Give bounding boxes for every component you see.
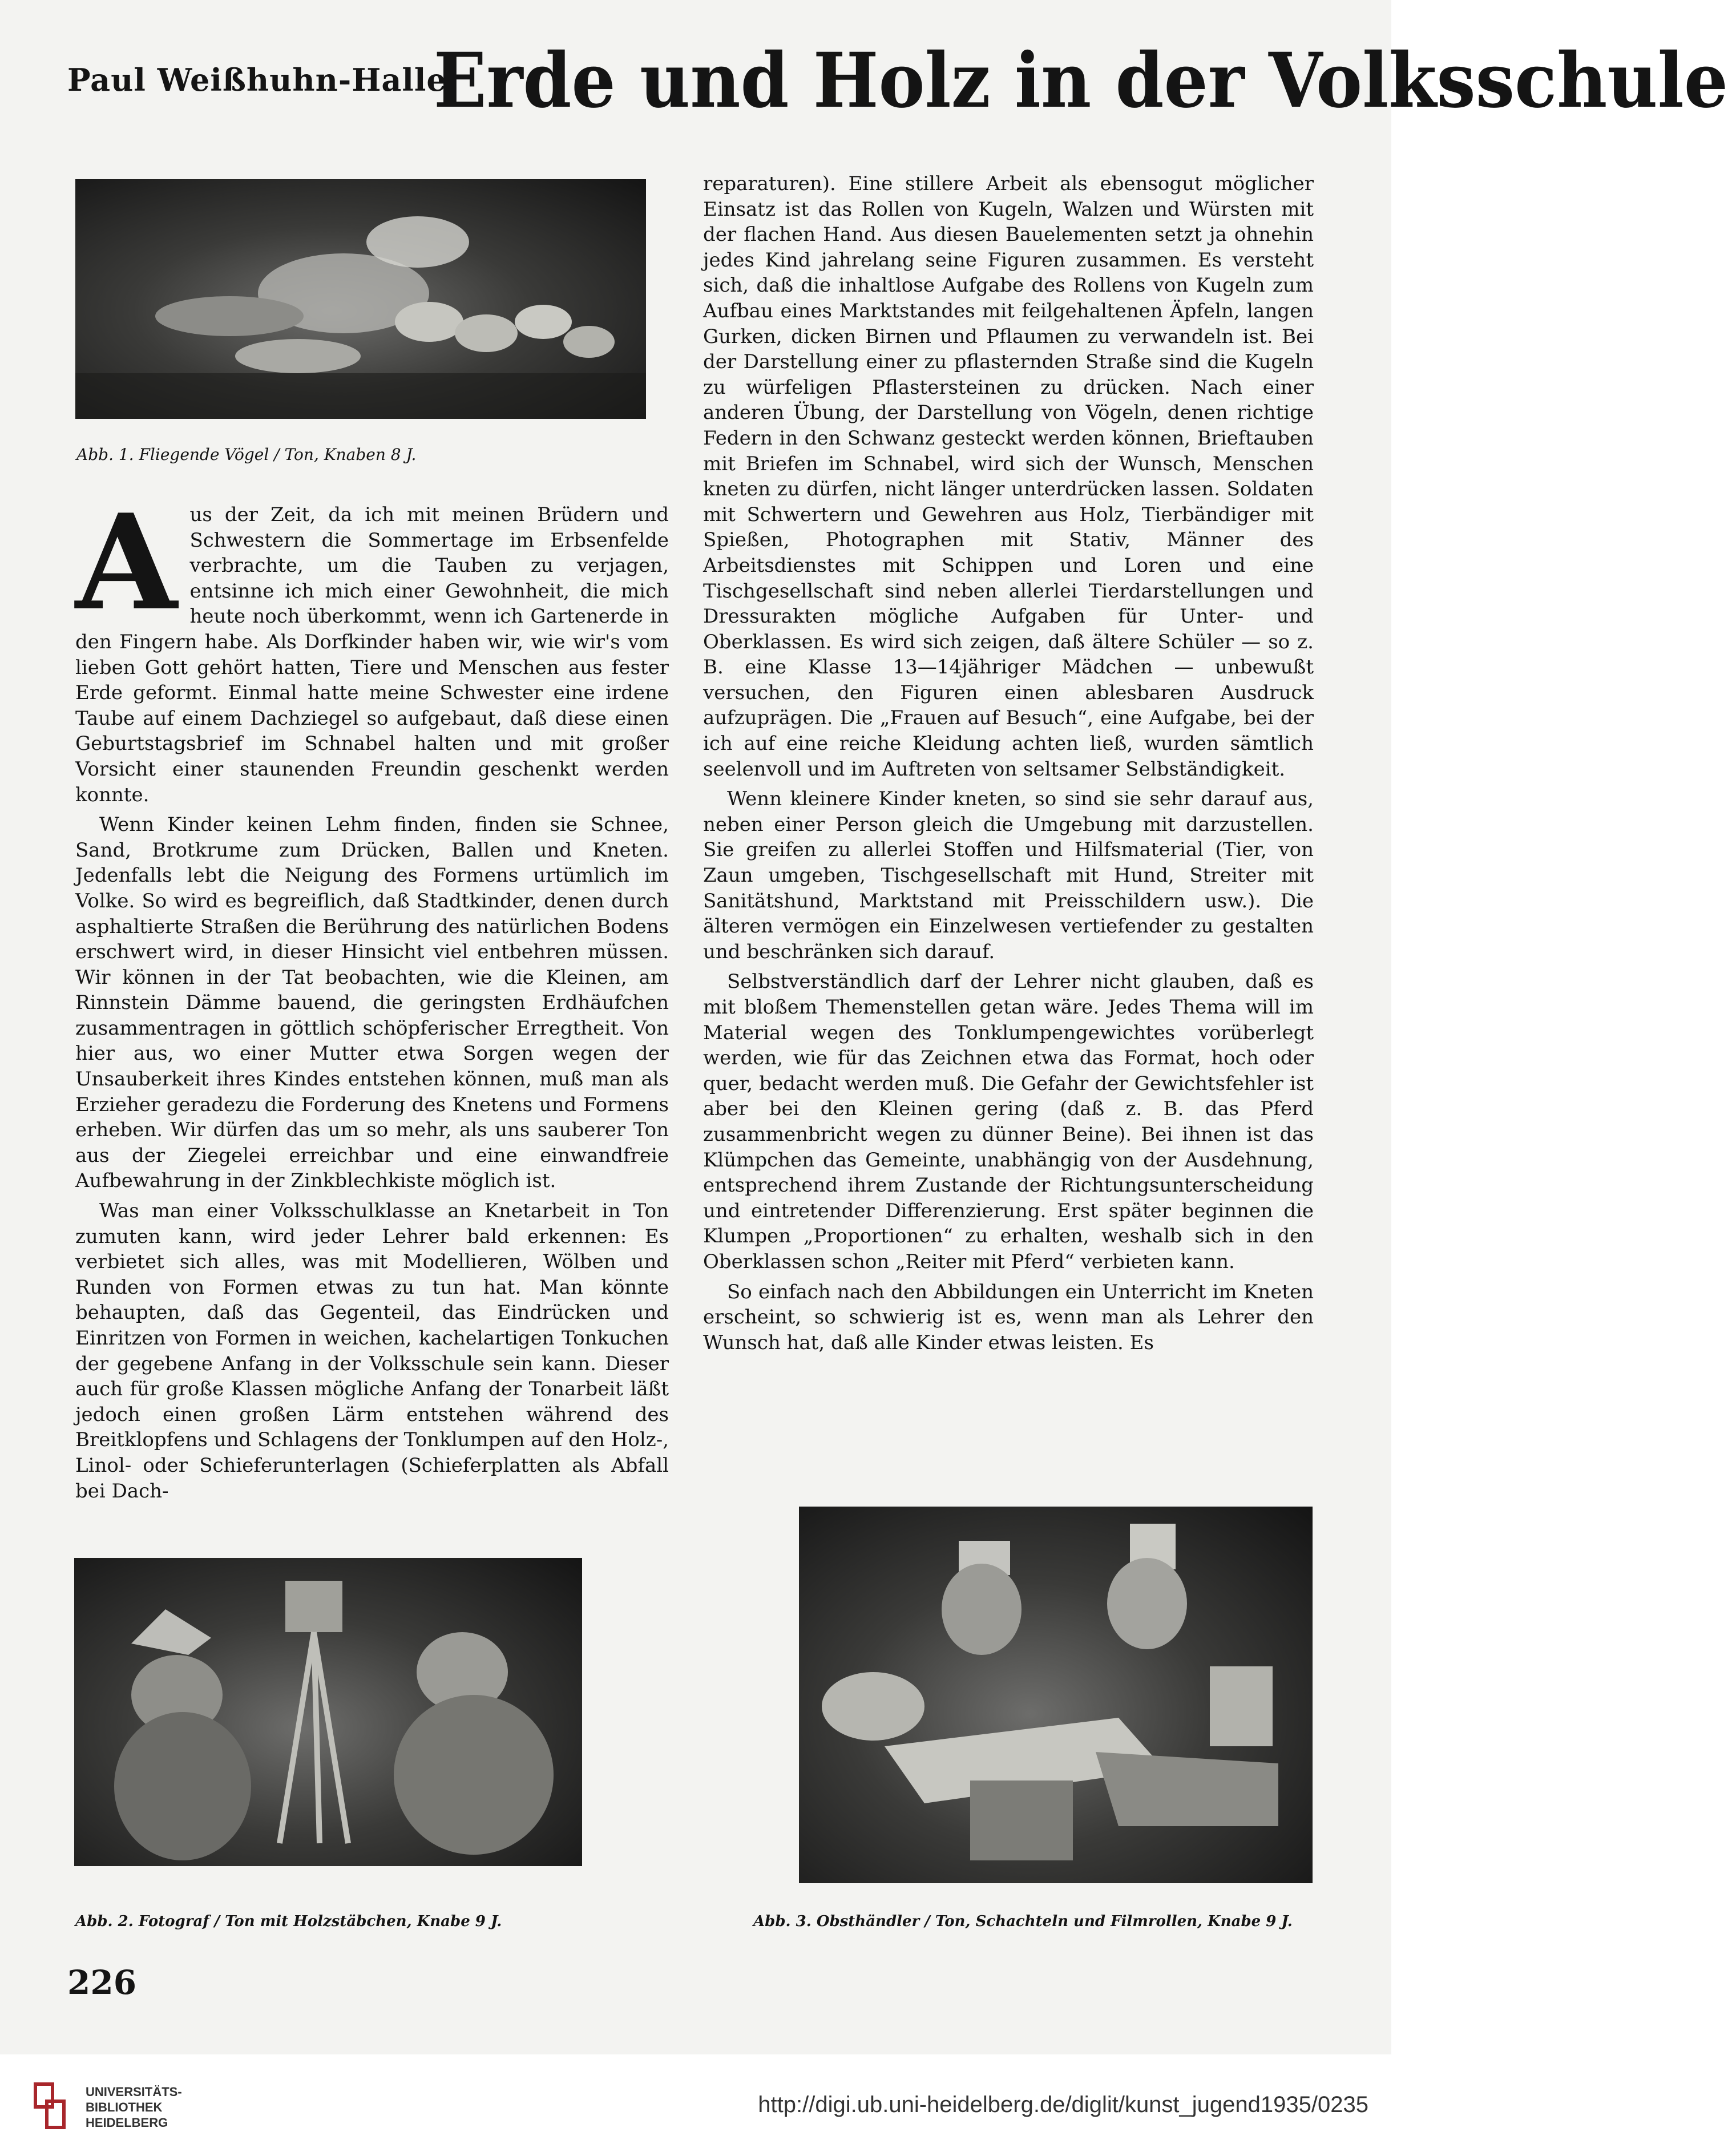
library-name-line: BIBLIOTHEK	[86, 2100, 163, 2114]
drop-cap: A	[75, 486, 177, 640]
paragraph: Wenn Kinder keinen Lehm finden, finden sie Schnee, Sand, Brotkrume zum Drücken, Ballen und Kneten. Jedenfalls lebt die Neigung des Formens urtümlich im Volke. So wird es begreiflich, daß Stadtkinder, denen durch asphaltierte Straßen die Berührung des natürlichen Bodens erschwert wird, in dieser Hinsicht viel entbehren müssen. Wir können in der Tat beobachten, wie die Kleinen, am Rinnstein Dämme bauend, die geringsten Erdhäufchen zusammentragen in göttlich schöpferischer Erregtheit. Von hier aus, wo einer Mutter etwa Sorgen wegen der Unsauberkeit ihres Kindes entstehen können, muß man als Erzieher geradezu die Forderung des Knetens und Formens erheben. Wir dürfen das um so mehr, als uns sauberer Ton aus der Ziegelei erreichbar und eine einwandfreie Aufbewahrung in der Zinkblechkiste möglich ist.	[75, 813, 669, 1193]
library-logo-icon	[30, 2078, 75, 2133]
article-column-left	[75, 486, 669, 1503]
permalink-url[interactable]: http://digi.ub.uni-heidelberg.de/diglit/kunst_jugend1935/0235	[758, 2092, 1368, 2117]
paragraph: So einfach nach den Abbildungen ein Unterricht im Kneten erscheint, so schwierig ist es, wenn man als Lehrer den Wunsch hat, daß alle Kinder etwas leisten. Es	[703, 1280, 1314, 1354]
library-name-line: HEIDELBERG	[86, 2115, 168, 2130]
page-number: 226	[67, 1963, 137, 2002]
author-name: Paul Weißhuhn-Halle	[67, 62, 447, 98]
figure-2-photo	[74, 1558, 582, 1866]
figure-1-caption: Abb. 1. Fliegende Vögel / Ton, Knaben 8 J.	[76, 445, 417, 464]
paragraph	[75, 486, 669, 808]
figure-2-caption: Abb. 2. Fotograf / Ton mit Holzstäbchen, Knabe 9 J.	[75, 1913, 502, 1930]
article-title: Erde und Holz in der Volksschule	[434, 37, 1728, 125]
library-name-line: UNIVERSITÄTS-	[86, 2085, 182, 2099]
figure-3-caption: Abb. 3. Obsthändler / Ton, Schachteln und Filmrollen, Knabe 9 J.	[753, 1913, 1293, 1930]
figure-3-photo	[799, 1507, 1313, 1883]
library-name	[86, 2084, 182, 2130]
figure-1-photo	[75, 179, 646, 419]
paragraph: Was man einer Volksschulklasse an Knetarbeit in Ton zumuten kann, wird jeder Lehrer bald erkennen: Es verbietet sich alles, was mit Modellieren, Wölben und Runden von Formen etwas zu tun hat. Man könnte behaupten, daß das Gegenteil, das Eindrücken und Einritzen von Formen in weichen, kachelartigen Tonkuchen der gegebene Anfang in der Volksschule sein kann. Dieser auch für große Klassen mögliche Anfang der Tonarbeit läßt jedoch einen großen Lärm entstehen während des Breitklopfens und Schlagens der Tonklumpen auf den Holz-, Linol- oder Schieferunterlagen (Schieferplatten als Abfall bei Dach-	[75, 1200, 669, 1503]
footer-bar	[0, 2054, 1391, 2156]
paragraph: Wenn kleinere Kinder kneten, so sind sie sehr darauf aus, neben einer Person gleich die Umgebung mit darzustellen. Sie greifen zu allerlei Stoffen und Hilfsmaterial (Tier, von Zaun umgeben, Tischgesellschaft mit Hund, Streiter mit Sanitätshund, Marktstand mit Preisschildern usw.). Die älteren vermögen ein Einzelwesen vertiefender zu gestalten und beschränken sich darauf.	[703, 788, 1314, 963]
article-column-right	[703, 171, 1314, 1410]
paragraph: reparaturen). Eine stillere Arbeit als ebensogut möglicher Einsatz ist das Rollen von Kugeln, Walzen und Würsten mit der flachen Hand. Aus diesen Bauelementen setzt ja ohnehin jedes Kind jahrelang seine Figuren zusammen. Es versteht sich, daß die inhaltlose Aufgabe des Rollens von Kugeln zum Aufbau eines Marktstandes mit feilgehaltenen Äpfeln, langen Gurken, dicken Birnen und Pflaumen zu verwandeln ist. Bei der Darstellung einer zu pflasternden Straße sind die Kugeln zu würfeligen Pflastersteinen zu drücken. Nach einer anderen Übung, der Darstellung von Vögeln, denen richtige Federn in den Schwanz gesteckt werden können, Brieftauben mit Briefen im Schnabel, wird sich der Wunsch, Menschen kneten zu dürfen, nicht länger unterdrücken lassen. Soldaten mit Schwertern und Gewehren aus Holz, Tierbändiger mit Spießen, Photographen mit Stativ, Männer des Arbeitsdienstes mit Schippen und Loren und eine Tischgesellschaft sind neben allerlei Tierdarstellungen und Dressurakten mögliche Aufgaben für Unter- und Oberklassen. Es wird sich zeigen, daß ältere Schüler — so z. B. eine Klasse 13—14jähriger Mädchen — unbewußt versuchen, den Figuren einen ablesbaren Ausdruck aufzuprägen. Die „Frauen auf Besuch“, eine Aufgabe, bei der ich auf eine reiche Kleidung achten ließ, wurden sämtlich seelenvoll und im Auftreten von seltsamer Selbständigkeit.	[703, 172, 1314, 781]
paragraph-text: us der Zeit, da ich mit meinen Brüdern und Schwestern die Sommertage im Erbsenfelde verbrachte, um die Tauben zu verjagen, entsinne ich mich einer Gewohnheit, die mich heute noch überkommt, wenn ich Gartenerde in den Fingern habe. Als Dorfkinder haben wir, wie wir's vom lieben Gott gehört hatten, Tiere und Menschen aus fester Erde geformt. Einmal hatte meine Schwester eine irdene Taube auf einem Dachziegel so aufgebaut, daß diese einen Geburtstagsbrief im Schnabel halten und mit großer Vorsicht einer staunenden Freundin geschenkt werden konnte.	[75, 503, 669, 806]
paragraph: Selbstverständlich darf der Lehrer nicht glauben, daß es mit bloßem Themenstellen getan wäre. Jedes Thema will im Material wegen des Tonklumpengewichtes vorüberlegt werden, wie für das Zeichnen etwa das Format, hoch oder quer, bedacht werden muß. Die Gefahr der Gewichtsfehler ist aber bei den Kleinen gering (daß z. B. das Pferd zusammenbricht wegen zu dünner Beine). Bei ihnen ist das Klümpchen das Gemeinte, unabhängig von der Ausdehnung, entsprechend ihrem Zustande der Richtungsunterscheidung und eintretender Differenzierung. Erst später beginnen die Klumpen „Proportionen“ zu erhalten, weshalb sich in den Oberklassen schon „Reiter mit Pferd“ verbieten kann.	[703, 970, 1314, 1273]
